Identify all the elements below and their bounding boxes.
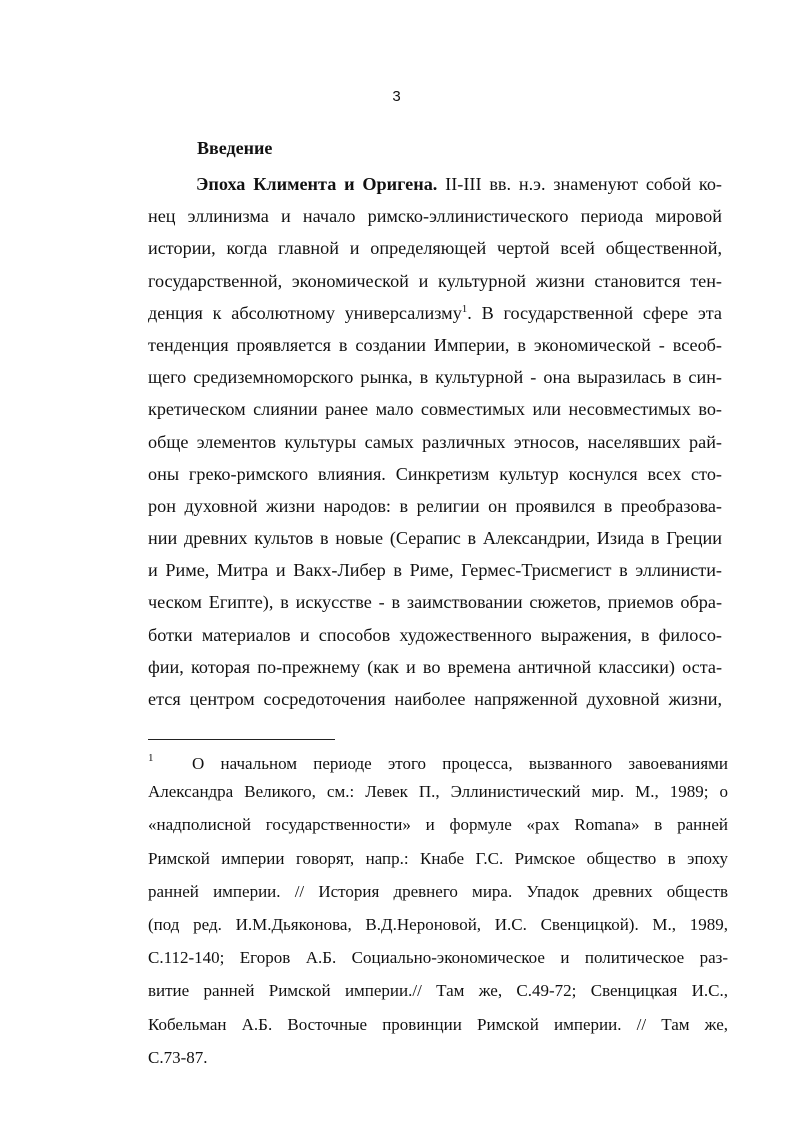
footnote-line: Кобельман А.Б. Восточные провинции Римской империи. // Там же, xyxy=(148,1014,728,1034)
footnote-line: «надполисной государственности» и формуле «pax Romana» в ранней xyxy=(148,815,728,835)
footnote-line: ранней империи. // История древнего мира. Упадок древних обществ xyxy=(148,881,728,901)
footnote-line: (под ред. И.М.Дьяконова, В.Д.Нероновой, И.С. Свенцицкой). М., 1989, xyxy=(148,914,728,934)
body-text xyxy=(148,168,722,715)
body-line xyxy=(148,297,722,329)
body-line-text: денция к абсолютному универсализму xyxy=(148,302,462,323)
bold-lead-phrase: Эпоха Климента и Оригена. xyxy=(196,174,438,194)
body-line: нии древних культов в новые (Серапис в Александрии, Изида в Греции xyxy=(148,528,722,549)
body-line: рон духовной жизни народов: в религии он проявился в преобразова- xyxy=(148,495,722,516)
footnote-line: Александра Великого, см.: Левек П., Эллинистический мир. М., 1989; о xyxy=(148,782,728,802)
body-line: кретическом слиянии ранее мало совместимых или несовместимых во- xyxy=(148,399,722,420)
footnote-marker: 1 xyxy=(148,752,154,764)
body-line: тенденция проявляется в создании Империи, в экономической - всеоб- xyxy=(148,334,722,355)
footnote-line: С.112-140; Егоров А.Б. Социально-экономическое и политическое раз- xyxy=(148,948,728,968)
body-line-text: . В государственной сфере эта xyxy=(467,302,722,323)
footnote-line: витие ранней Римской империи.// Там же, С.49-72; Свенцицкая И.С., xyxy=(148,981,728,1001)
footnote-line: Римской империи говорят, напр.: Кнабе Г.С. Римское общество в эпоху xyxy=(148,848,728,868)
body-line: и Риме, Митра и Вакх-Либер в Риме, Гермес-Трисмегист в эллинисти- xyxy=(148,560,722,581)
body-line: ется центром сосредоточения наиболее напряженной духовной жизни, xyxy=(148,689,722,709)
body-line: государственной, экономической и культурной жизни становится тен- xyxy=(148,270,722,291)
body-line: нец эллинизма и начало римско-эллинистического периода мировой xyxy=(148,206,722,227)
body-line: оны греко-римского влияния. Синкретизм культур коснулся всех сто- xyxy=(148,463,722,484)
page-number: 3 xyxy=(392,88,401,105)
footnote-reference: 1 xyxy=(461,302,468,315)
body-line: щего средиземноморского рынка, в культурной - она выразилась в син- xyxy=(148,367,722,388)
body-line: ческом Египте), в искусстве - в заимствовании сюжетов, приемов обра- xyxy=(148,592,722,613)
body-line: фии, которая по-прежнему (как и во времена античной классики) оста- xyxy=(148,656,722,677)
footnote-line: С.73-87. xyxy=(148,1047,208,1067)
footnote xyxy=(148,742,728,1074)
body-line: обще элементов культуры самых различных этносов, населявших рай- xyxy=(148,431,722,452)
body-line xyxy=(148,168,722,200)
body-line-text: II-III вв. н.э. знаменуют собой ко- xyxy=(437,174,722,194)
body-line: истории, когда главной и определяющей чертой всей общественной, xyxy=(148,238,722,259)
footnote-divider xyxy=(148,739,335,740)
section-heading: Введение xyxy=(197,138,273,158)
footnote-line-text: О начальном периоде этого процесса, вызванного завоеваниями xyxy=(192,754,728,773)
footnote-line xyxy=(148,742,728,775)
body-line: ботки материалов и способов художественного выражения, в филосо- xyxy=(148,624,722,645)
